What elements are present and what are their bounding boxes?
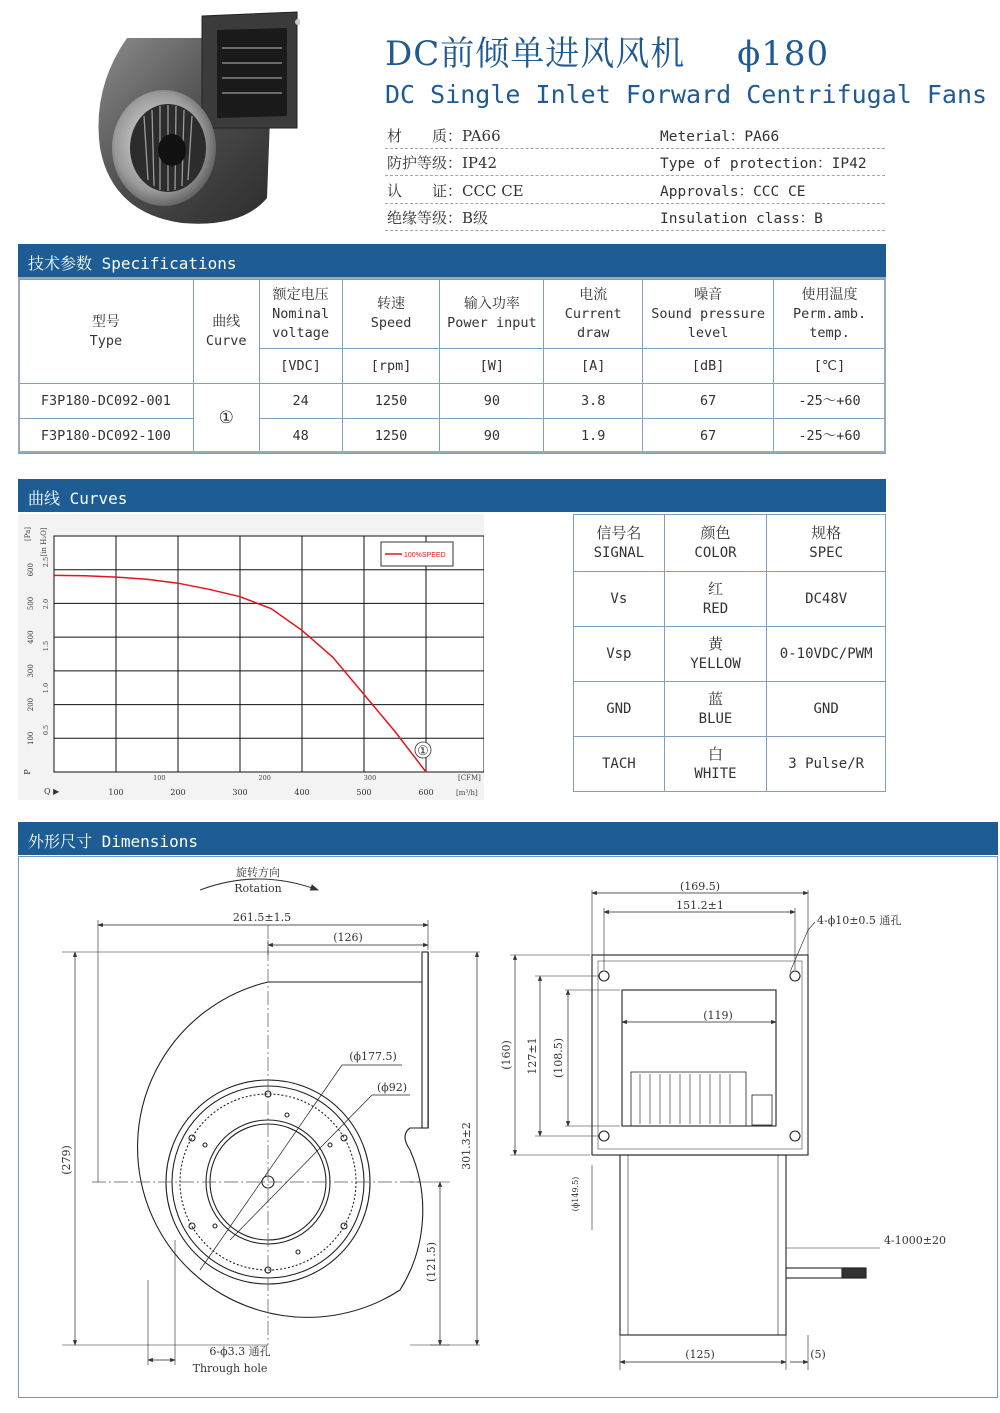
property-en: Insulation class：B [660,211,823,227]
header-type-en: Type [89,332,123,349]
y-tick-label-pa: 200 [27,697,35,712]
dim-d-inner: (ϕ92) [376,1081,408,1094]
dim-holes-en: Through hole [192,1362,268,1375]
cell-speed: 1250 [342,419,440,454]
dimensions-section-title: 外形尺寸 Dimensions [28,832,198,851]
wire-color-cn: 白 [708,745,724,763]
unit-power: [W] [440,349,544,384]
wire-color-en: RED [702,601,729,617]
x-tick-label-m3h: 500 [356,788,372,797]
header-speed-cn: 转速 [377,296,406,312]
wire-color-cn: 蓝 [708,690,724,708]
cell-noise: 67 [643,384,774,419]
unit-speed: [rpm] [342,349,440,384]
header-voltage-en: Nominal [272,305,330,322]
header-current-en: Current [564,305,622,322]
wire-header-spec-cn: 规格 [811,524,842,542]
wire-signal: Vsp [574,627,665,682]
p-axis-label: P [23,769,32,775]
header-current-en: draw [576,324,610,341]
wire-color-cn: 红 [708,580,724,598]
wire-header-signal-cn: 信号名 [596,524,642,542]
x-tick-label-cfm: 200 [258,774,271,782]
legend-label: 100%SPEED [404,552,446,559]
y-tick-label-inh2o: 1.0 [42,682,50,694]
dim-outlet-height: (108.5) [552,1037,565,1079]
wire-spec: GND [767,682,886,737]
y-tick-label-inh2o: 1.5 [42,640,50,652]
header-voltage-cn: 额定电压 [272,286,329,303]
property-cn: 防护等级：IP42 [387,154,498,172]
dim-outlet-width: (126) [333,931,363,944]
unit-voltage: [VDC] [259,349,342,384]
cell-current: 3.8 [544,384,643,419]
wire-signal: TACH [574,737,665,792]
y-tick-label-pa: 100 [27,731,35,745]
wire-color-cn: 黄 [708,635,724,653]
cell-type: F3P180-DC092-001 [19,384,194,419]
cell-curve-ref: ① [193,384,259,454]
dim-height-right: 301.3±2 [460,1122,473,1170]
wire-spec: 3 Pulse/R [767,737,886,792]
front-view-drawing [62,879,480,1365]
inh2o-unit-label: [in H₂O] [40,527,48,557]
unit-current: [A] [544,349,643,384]
y-tick-label-inh2o: 0.5 [42,724,50,736]
cell-voltage: 24 [259,384,342,419]
cfm-unit-label: [CFM] [458,774,481,782]
cell-noise: 67 [643,419,774,454]
dim-d-outer: (ϕ177.5) [349,1050,397,1063]
header-temp-en: Perm.amb. [792,305,867,322]
cell-voltage: 48 [259,419,342,454]
dim-holes-cn: 6-ϕ3.3 通孔 [209,1345,271,1358]
title-size: ϕ180 [737,34,830,74]
wire-spec: 0-10VDC/PWM [767,627,886,682]
wire-header-color-cn: 颜色 [700,524,731,542]
dim-width-overall: 261.5±1.5 [232,911,292,924]
y-tick-label-pa: 300 [27,664,35,678]
dim-mount-holes: 4-ϕ10±0.5 通孔 [817,914,902,927]
dim-hole-vspacing: 127±1 [526,1037,539,1075]
header-type-cn: 型号 [91,313,120,330]
x-tick-label-m3h: 600 [418,788,434,797]
property-en: Type of protection：IP42 [660,156,867,172]
product-subtitle: DC Single Inlet Forward Centrifugal Fans [385,80,988,109]
header-noise-en: level [687,324,729,341]
wire-header-spec-en: SPEC [809,545,844,561]
wire-color-en: WHITE [694,766,737,782]
header-curve-cn: 曲线 [212,313,241,330]
dim-outlet-inner: (119) [703,1009,733,1022]
y-tick-label-pa: 400 [27,630,35,644]
property-en: Meterial：PA66 [660,129,780,145]
dim-body-dia: (ϕ149.5) [571,1176,580,1212]
y-tick-label-inh2o: 2.5 [42,556,50,568]
dim-flange-height: (160) [500,1040,513,1070]
wire-signal: GND [574,682,665,737]
dim-flange-width: (169.5) [679,880,721,893]
wire-signal: Vs [574,572,665,627]
header-curve-en: Curve [205,332,247,349]
pa-unit-label: [Pa] [24,526,32,542]
curve-marker: ① [417,744,429,759]
unit-temp: [℃] [774,349,886,384]
cell-temp: -25～+60 [774,419,886,454]
curves-section-title: 曲线 Curves [28,489,128,508]
wire-spec: DC48V [767,572,886,627]
header-noise-en: Sound pressure [651,305,765,322]
dim-hole-spacing: 151.2±1 [676,899,724,912]
cell-speed: 1250 [342,384,440,419]
cell-type: F3P180-DC092-100 [19,419,194,454]
header-power-cn: 输入功率 [463,296,520,312]
dim-cable: 4-1000±20 [884,1234,946,1247]
dim-height-left: (279) [60,1145,73,1175]
cell-power: 90 [440,419,544,454]
dim-center-height: (121.5) [425,1241,438,1283]
rotation-en: Rotation [234,882,282,895]
x-tick-label-m3h: 200 [170,788,186,797]
property-cn: 材 质：PA66 [387,127,501,145]
header-current-cn: 电流 [579,286,608,303]
dim-flange-thk: (5) [810,1348,826,1361]
header-temp-en: temp. [809,324,850,341]
header-speed-en: Speed [370,315,412,331]
q-axis-label: Q ▶ [44,787,60,796]
title-cn: DC前倾单进风风机 [385,34,686,74]
m3h-unit-label: [m³/h] [456,789,478,797]
x-tick-label-cfm: 300 [363,774,377,782]
y-tick-label-inh2o: 2.0 [42,598,50,610]
x-tick-label-m3h: 300 [232,788,248,797]
y-tick-label-pa: 600 [27,563,35,577]
dim-depth: (125) [685,1348,715,1361]
header-noise-cn: 噪音 [694,286,723,303]
cell-temp: -25～+60 [774,384,886,419]
unit-noise: [dB] [643,349,774,384]
wire-color-en: YELLOW [690,656,741,672]
x-tick-label-m3h: 400 [294,788,310,797]
property-cn: 认 证：CCC CE [387,182,524,200]
side-view-drawing [510,890,880,1370]
y-tick-label-pa: 500 [27,596,35,611]
x-tick-label-m3h: 100 [108,788,124,797]
wire-header-signal-en: SIGNAL [593,545,645,561]
cell-power: 90 [440,384,544,419]
x-tick-label-cfm: 100 [153,774,166,782]
property-en: Approvals：CCC CE [660,184,806,200]
wire-color-en: BLUE [698,711,733,727]
cell-current: 1.9 [544,419,643,454]
header-temp-cn: 使用温度 [801,286,858,303]
header-voltage-en: voltage [272,324,330,341]
property-cn: 绝缘等级：B级 [387,209,489,227]
header-power-en: Power input [447,315,537,331]
rotation-cn: 旋转方向 [236,866,280,879]
wire-header-color-en: COLOR [694,545,737,561]
specs-section-title: 技术参数 Specifications [28,254,237,273]
